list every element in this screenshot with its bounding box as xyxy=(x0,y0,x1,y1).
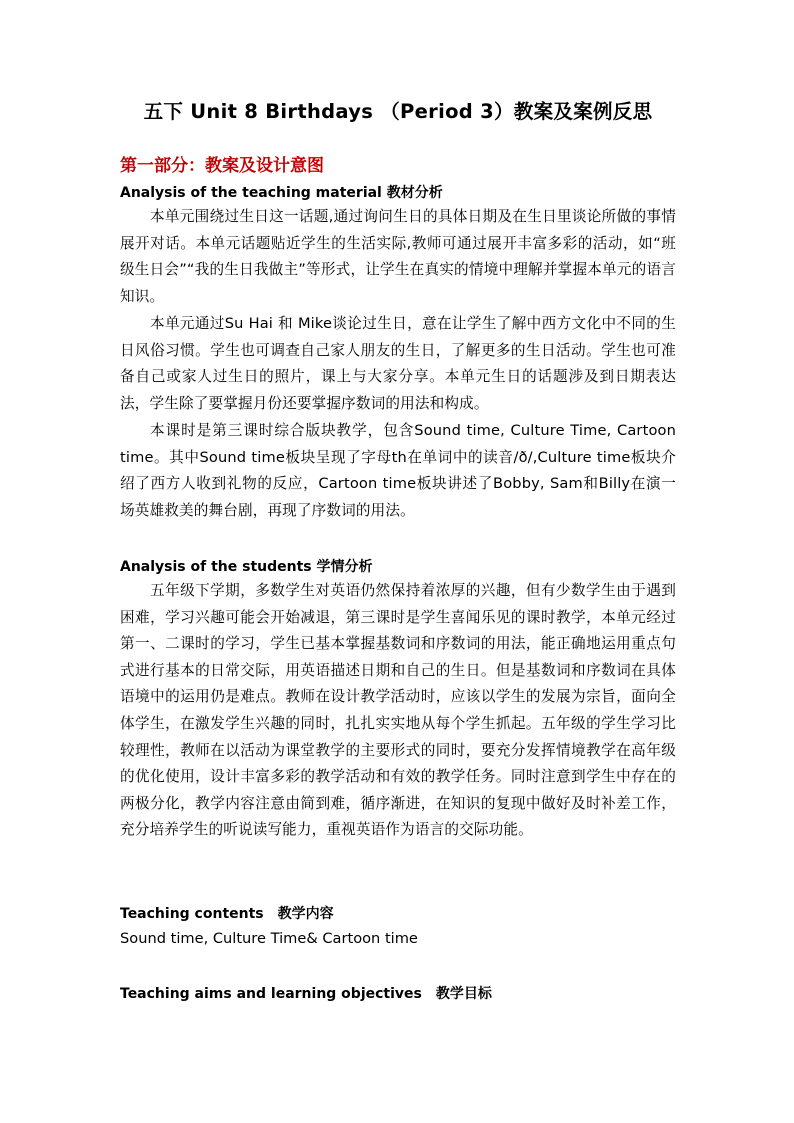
aims-heading xyxy=(120,983,492,1003)
aims-heading-en: Teaching aims and learning objectives xyxy=(120,986,422,1002)
aims-heading-zh: 教学目标 xyxy=(435,986,492,1002)
students-paragraph: 五年级下学期，多数学生对英语仍然保持着浓厚的兴趣，但有少数学生由于遇到困难，学习兴趣可能会开始减退，第三课时是学生喜闻乐见的课时教学，本单元经过第一、二课时的学习，学生已基本掌握基数词和序数词的用法，能正确地运用重点句式进行基本的日常交际，用英语描述日期和自己的生日。但是基数词和序数词在具体语境中的运用仍是难点。教师在设计教学活动时，应该以学生的发展为宗旨，面向全体学生，在激发学生兴趣的同时，扎扎实实地从每个学生抓起。五年级的学生学习比较理性，教师在以活动为课堂教学的主要形式的同时，要充分发挥情境教学在高年级的优化使用，设计丰富多彩的教学活动和有效的教学任务。同时注意到学生中存在的两极分化，教学内容注意由简到难，循序渐进，在知识的复现中做好及时补差工作，充分培养学生的听说读写能力，重视英语作为语言的交际功能。 xyxy=(120,582,676,839)
material-paragraph-3: 本课时是第三课时综合版块教学，包含Sound time, Culture Time, Cartoon time。其中Sound time板块呈现了字母th在单词中的读音/ð/,Culture time板块介绍了西方人收到礼物的反应，Cartoon time板块讲述了Bobby, Sam和Billy在演一场英雄救美的舞台剧，再现了序数词的用法。 xyxy=(120,422,676,519)
contents-heading-en: Teaching contents xyxy=(120,906,264,922)
contents-heading-zh: 教学内容 xyxy=(277,906,334,922)
document-title: 五下 Unit 8 Birthdays （Period 3）教案及案例反思 xyxy=(143,100,653,123)
students-heading: Analysis of the students 学情分析 xyxy=(120,559,373,575)
material-heading: Analysis of the teaching material 教材分析 xyxy=(120,185,443,201)
material-paragraph-1: 本单元围绕过生日这一话题,通过询问生日的具体日期及在生日里谈论所做的事情展开对话。本单元话题贴近学生的生活实际,教师可通过展开丰富多彩的活动，如“班级生日会”“我的生日我做主”等形式，让学生在真实的情境中理解并掌握本单元的语言知识。 xyxy=(120,208,676,305)
part1-heading: 第一部分：教案及设计意图 xyxy=(120,156,324,176)
material-paragraph-2: 本单元通过Su Hai 和 Mike谈论过生日，意在让学生了解中西方文化中不同的生日风俗习惯。学生也可调查自己家人朋友的生日，了解更多的生日活动。学生也可准备自己或家人过生日的照片，课上与大家分享。本单元生日的话题涉及到日期表达法，学生除了要掌握月份还要掌握序数词的用法和构成。 xyxy=(120,315,676,412)
contents-heading xyxy=(120,903,334,923)
contents-text: Sound time, Culture Time& Cartoon time xyxy=(120,930,418,947)
